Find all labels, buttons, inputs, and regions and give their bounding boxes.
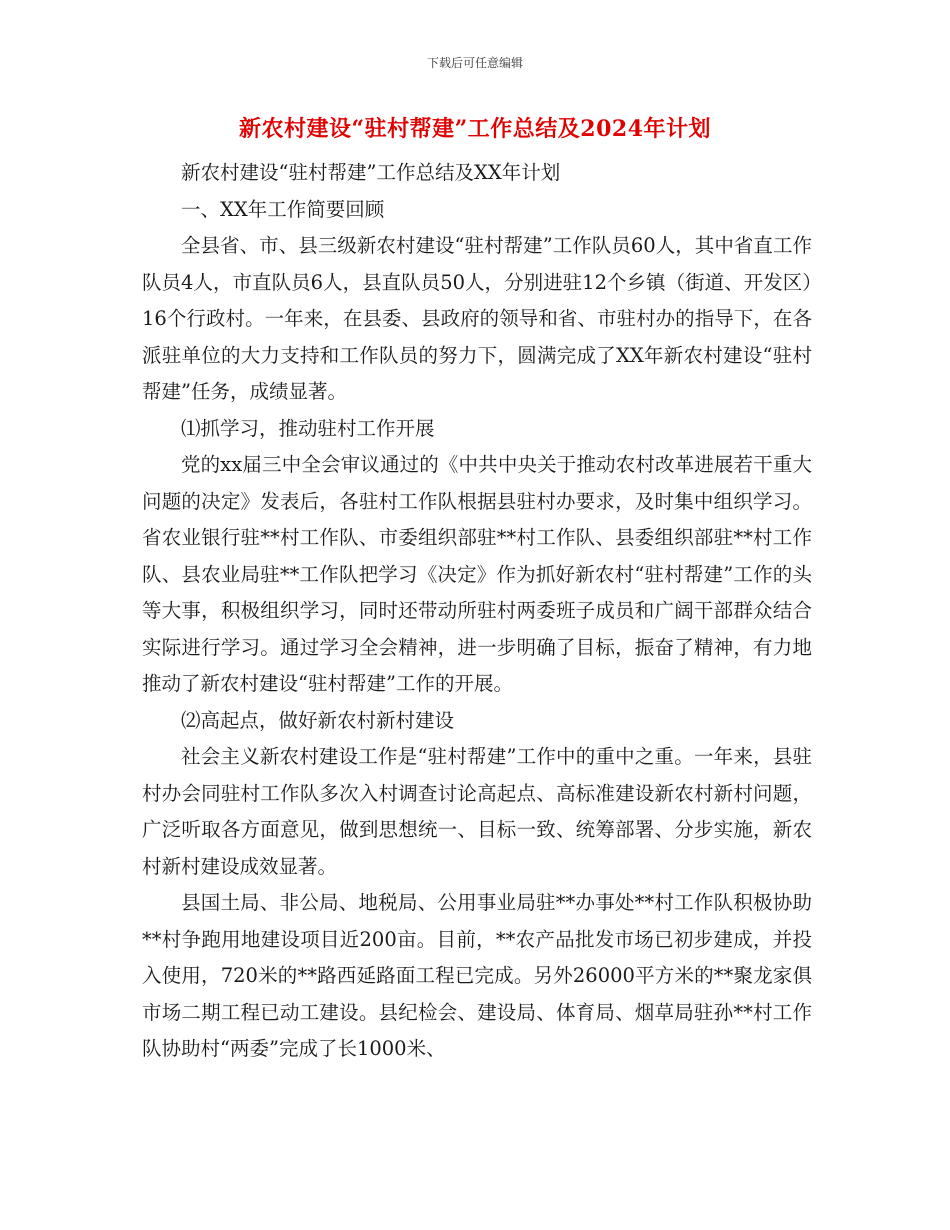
body-paragraph: 党的xx届三中全会审议通过的《中共中央关于推动农村改革进展若干重大问题的决定》发表后，各驻村工作队根据县驻村办要求，及时集中组织学习。省农业银行驻**村工作队、市委组织部驻**村工作队、县委组织部驻**村工作队、县农业局驻**工作队把学习《决定》作为抓好新农村“驻村帮建”工作的头等大事，积极组织学习，同时还带动所驻村两委班子成员和广阔干部群众结合实际进行学习。通过学习全会精神，进一步明确了目标，振奋了精神，有力地推动了新农村建设“驻村帮建”工作的开展。 (142, 453, 812, 695)
header-note: 下载后可任意编辑 (426, 56, 523, 70)
subtitle-paragraph: 新农村建设“驻村帮建”工作总结及XX年计划 (181, 161, 561, 184)
body-paragraph: 社会主义新农村建设工作是“驻村帮建”工作中的重中之重。一年来，县驻村办会同驻村工作队多次入村调查讨论高起点、高标准建设新农村新村问题，广泛听取各方面意见，做到思想统一、目标一致、统筹部署、分步实施，新农村新村建设成效显著。 (142, 745, 812, 878)
body-paragraph: 县国土局、非公局、地税局、公用事业局驻**办事处**村工作队积极协助**村争跑用地建设项目近200亩。目前，**农产品批发市场已初步建成，并投入使用，720米的**路西延路面工程已完成。另外26000平方米的**聚龙家俱市场二期工程已动工建设。县纪检会、建设局、体育局、烟草局驻孙**村工作队协助村“两委”完成了长1000米、 (142, 891, 812, 1060)
subsection-heading-2: ⑵高起点，做好新农村新村建设 (181, 708, 455, 732)
subsection-heading-1: ⑴抓学习，推动驻村工作开展 (181, 416, 435, 440)
document-title: 新农村建设“驻村帮建”工作总结及2024年计划 (238, 116, 712, 142)
body-paragraph: 全县省、市、县三级新农村建设“驻村帮建”工作队员60人，其中省直工作队员4人，市直队员6人，县直队员50人，分别进驻12个乡镇（街道、开发区）16个行政村。一年来，在县委、县政府的领导和省、市驻村办的指导下，在各派驻单位的大力支持和工作队员的努力下，圆满完成了XX年新农村建设“驻村帮建”任务，成绩显著。 (142, 234, 812, 403)
section-heading-1: 一、XX年工作简要回顾 (181, 197, 385, 221)
document-body (142, 155, 812, 1068)
